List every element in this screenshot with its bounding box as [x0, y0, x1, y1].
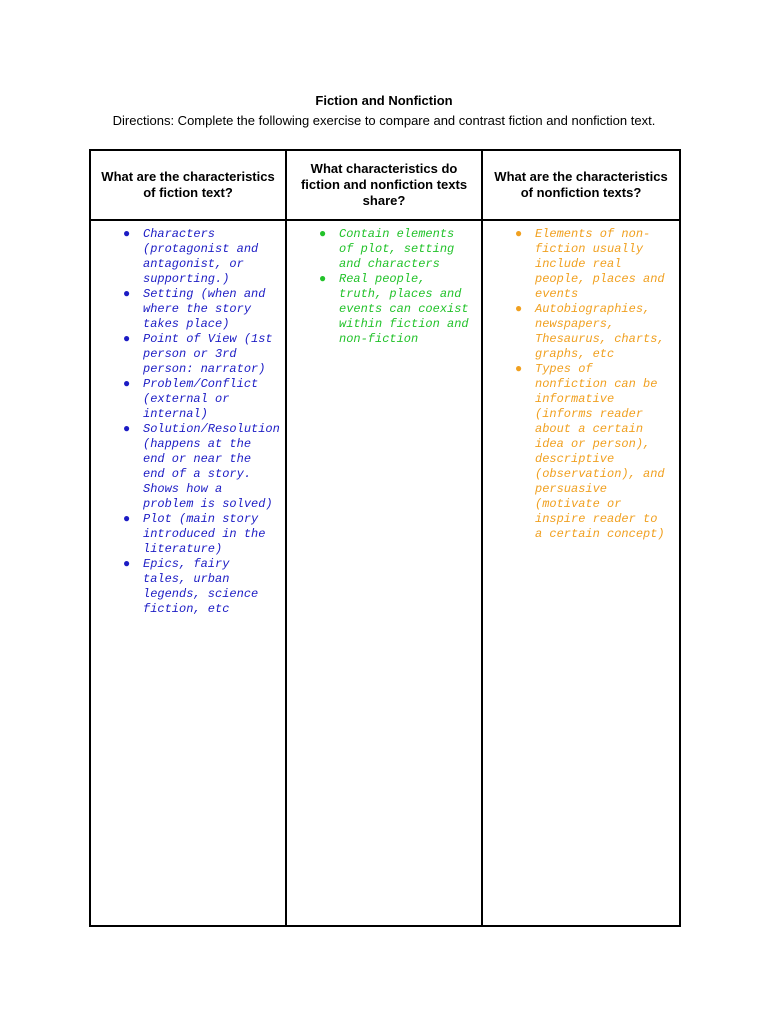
list-item-text: Elements of non-fiction usually include real people, places and events: [535, 227, 665, 301]
list-item-text: Plot (main story introduced in the literature): [143, 512, 266, 556]
list-item-text: Autobiographies, newspapers, Thesaurus, charts, graphs, etc: [535, 302, 665, 361]
bullet-icon: ●: [123, 512, 131, 526]
table-header-row: [90, 150, 680, 220]
header-nonfiction: What are the characteristics of nonfiction texts?: [482, 150, 680, 220]
list-item: [123, 422, 280, 512]
list-item: [123, 512, 277, 557]
bullet-icon: ●: [123, 422, 131, 436]
bullet-icon: ●: [123, 227, 131, 241]
list-item-text: Types of nonfiction can be informative (informs reader about a certain idea or person), descriptive (observation), and persuasive (motivate or inspire reader to a certain concept): [535, 362, 665, 541]
bullet-icon: ●: [123, 557, 131, 571]
list-item-text: Contain elements of plot, setting and characters: [339, 227, 455, 271]
list-item: [123, 287, 277, 332]
list-item-text: Point of View (1st person or 3rd person: narrator): [143, 332, 273, 376]
list-item-text: Setting (when and where the story takes place): [143, 287, 266, 331]
list-item: [515, 227, 671, 302]
list-item: [515, 362, 671, 542]
bullet-icon: ●: [123, 287, 131, 301]
shared-cell: [286, 220, 482, 926]
list-item-text: Problem/Conflict (external or internal): [143, 377, 259, 421]
list-item-text: Solution/Resolution (happens at the end or near the end of a story. Shows how a problem is solved): [143, 422, 280, 511]
bullet-icon: ●: [319, 227, 327, 241]
nonfiction-list: [505, 227, 671, 542]
list-item: [515, 302, 671, 362]
fiction-cell: [90, 220, 286, 926]
list-item: [123, 332, 277, 377]
list-item: [123, 557, 277, 617]
bullet-icon: ●: [123, 332, 131, 346]
table-body-row: [90, 220, 680, 926]
list-item: [319, 227, 473, 272]
list-item-text: Epics, fairy tales, urban legends, science fiction, etc: [143, 557, 259, 616]
header-fiction: What are the characteristics of fiction text?: [90, 150, 286, 220]
directions-text: Directions: Complete the following exercise to compare and contrast fiction and nonfiction text.: [112, 113, 656, 128]
fiction-list: [113, 227, 280, 617]
bullet-icon: ●: [515, 227, 523, 241]
bullet-icon: ●: [319, 272, 327, 286]
list-item-text: Real people, truth, places and events can coexist within fiction and non-fiction: [339, 272, 469, 346]
bullet-icon: ●: [515, 302, 523, 316]
list-item-text: Characters (protagonist and antagonist, or supporting.): [143, 227, 259, 286]
header-shared: What characteristics do fiction and nonfiction texts share?: [286, 150, 482, 220]
shared-list: [309, 227, 473, 347]
document-title: Fiction and Nonfiction: [315, 93, 453, 108]
list-item: [123, 377, 277, 422]
list-item: [123, 227, 277, 287]
comparison-table: [89, 149, 681, 927]
bullet-icon: ●: [123, 377, 131, 391]
list-item: [319, 272, 473, 347]
nonfiction-cell: [482, 220, 680, 926]
bullet-icon: ●: [515, 362, 523, 376]
